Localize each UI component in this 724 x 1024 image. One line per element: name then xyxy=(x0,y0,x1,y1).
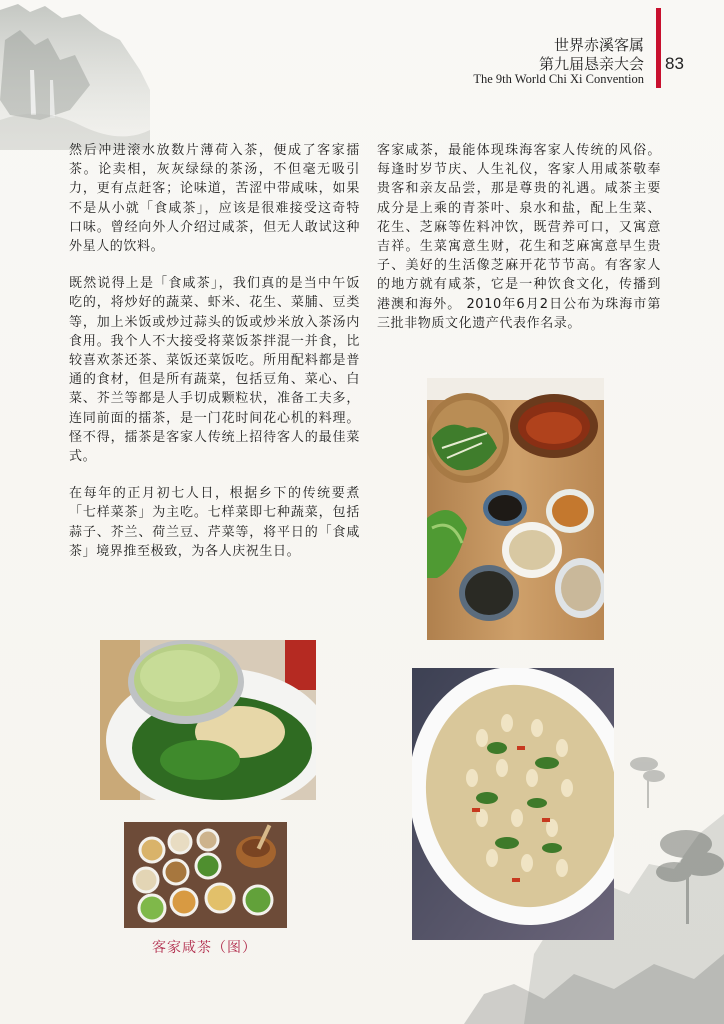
stir-fry-dish-photo xyxy=(412,668,614,940)
photo-caption: 客家咸茶（图） xyxy=(152,940,257,956)
ingredient-dishes-photo xyxy=(124,822,287,928)
event-title-english: The 9th World Chi Xi Convention xyxy=(473,72,644,86)
page-number: 83 xyxy=(665,54,684,73)
tea-soup-bowl-photo xyxy=(100,640,316,800)
event-title-line2: 第九届恳亲大会 xyxy=(538,55,644,73)
tea-ingredients-photo xyxy=(427,378,604,640)
landscape-decoration-top xyxy=(0,0,150,150)
paragraph: 然后冲进滚水放数片薄荷入茶，便成了客家擂茶。论卖相，灰灰绿绿的茶汤，不但毫无吸引力，更有点赶客；论味道，苦涩中带咸味，如果不是从小就「食咸茶」，应该是很难接受这奇特口味。曾经向外人介绍过咸茶，但无人敢试这种外星人的饮料。 xyxy=(69,143,360,255)
event-title-line1: 世界赤溪客属 xyxy=(553,36,644,54)
header-accent-bar xyxy=(656,8,661,88)
paragraph: 客家咸茶，最能体现珠海客家人传统的风俗。每逢时岁节庆、人生礼仪，客家人用咸茶敬奉贵客和亲友品尝，那是尊贵的礼遇。咸茶主要成分是上乘的青茶叶、泉水和盐，配上生菜、花生、芝麻等佐料冲饮，既营养可口，又寓意吉祥。生菜寓意生财，花生和芝麻寓意早生贵子、美好的生活像芝麻开花节节高。有客家人的地方就有咸茶，它是一种饮食文化，传播到港澳和海外。 2010年6月2日公布为珠海市第三批非物质文化遗产代表作名录。 xyxy=(377,143,661,331)
paragraph: 在每年的正月初七人日，根据乡下的传统要煮「七样菜茶」为主吃。七样菜即七种蔬菜，包括蒜子、芥兰、荷兰豆、芹菜等，将平日的「食咸茶」境界推至极致，为各人庆祝生日。 xyxy=(69,486,360,559)
article-column-left xyxy=(69,141,360,561)
event-title xyxy=(539,36,644,74)
article-column-right xyxy=(377,141,661,333)
paragraph: 既然说得上是「食咸茶」，我们真的是当中午饭吃的，将炒好的蔬菜、虾米、花生、菜脯、豆类等，加上米饭或炒过蒜头的饭或炒米放入茶汤内食用。我个人不大接受将菜饭茶拌混一并食，比较喜欢茶还茶、菜饭还菜饭吃。所用配料都是普通的食材，但是所有蔬菜，包括豆角、菜心、白菜、芥兰等都是人手切成颗粒状，准备工夫多，连同前面的擂茶，是一门花时间花心机的料理。怪不得，擂茶是客家人传统上招待客人的最佳菜式。 xyxy=(69,276,360,465)
